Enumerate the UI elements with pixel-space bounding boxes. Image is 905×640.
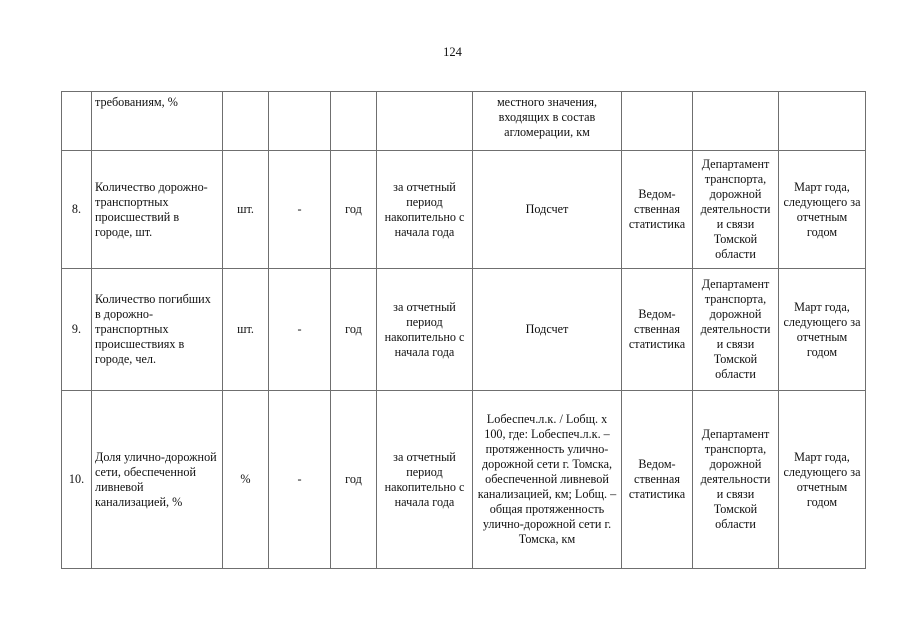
table-row (62, 151, 866, 269)
cell-source: Ведом-ственная статистика (622, 151, 693, 269)
cell-responsible: Департамент транспорта, дорожной деятельности и связи Томской области (693, 391, 779, 569)
cell-indicator-name: Доля улично-дорожной сети, обеспеченной ливневой канализацией, % (92, 391, 223, 569)
cell-periodicity: год (331, 151, 377, 269)
cell-deadline: Март года, следующего за отчетным годом (779, 151, 866, 269)
cell-deadline: Март года, следующего за отчетным годом (779, 269, 866, 391)
cell-number: 10. (62, 391, 92, 569)
cell-responsible (693, 92, 779, 151)
cell-base-value: - (269, 269, 331, 391)
cell-periodicity: год (331, 391, 377, 569)
cell-number (62, 92, 92, 151)
cell-method: Подсчет (473, 151, 622, 269)
cell-unit: шт. (223, 269, 269, 391)
cell-source: Ведом-ственная статистика (622, 391, 693, 569)
cell-period: за отчетный период накопительно с начала года (377, 151, 473, 269)
cell-responsible: Департамент транспорта, дорожной деятельности и связи Томской области (693, 269, 779, 391)
cell-deadline: Март года, следующего за отчетным годом (779, 391, 866, 569)
cell-period (377, 92, 473, 151)
cell-number: 9. (62, 269, 92, 391)
cell-source (622, 92, 693, 151)
table-row (62, 269, 866, 391)
cell-unit (223, 92, 269, 151)
cell-deadline (779, 92, 866, 151)
cell-periodicity (331, 92, 377, 151)
cell-base-value: - (269, 391, 331, 569)
cell-responsible: Департамент транспорта, дорожной деятельности и связи Томской области (693, 151, 779, 269)
cell-indicator-name: требованиям, % (92, 92, 223, 151)
cell-indicator-name: Количество погибших в дорожно-транспортных происшествиях в городе, чел. (92, 269, 223, 391)
cell-base-value (269, 92, 331, 151)
cell-period: за отчетный период накопительно с начала года (377, 269, 473, 391)
cell-indicator-name: Количество дорожно-транспортных происшествий в городе, шт. (92, 151, 223, 269)
cell-method: Lобеспеч.л.к. / Lобщ. x 100, где: Lобеспеч.л.к. – протяженность улично-дорожной сети г. Томска, обеспеченной ливневой канализацией, км; Lобщ. – общая протяженность улично-дорожной сети г. Томска, км (473, 391, 622, 569)
table-row-continuation (62, 92, 866, 151)
cell-unit: шт. (223, 151, 269, 269)
cell-source: Ведом-ственная статистика (622, 269, 693, 391)
cell-method: Подсчет (473, 269, 622, 391)
cell-base-value: - (269, 151, 331, 269)
cell-unit: % (223, 391, 269, 569)
cell-periodicity: год (331, 269, 377, 391)
cell-period: за отчетный период накопительно с начала года (377, 391, 473, 569)
indicators-table (61, 91, 866, 569)
page-number: 124 (443, 45, 462, 59)
table-row (62, 391, 866, 569)
cell-method: местного значения, входящих в состав агломерации, км (473, 92, 622, 151)
cell-number: 8. (62, 151, 92, 269)
